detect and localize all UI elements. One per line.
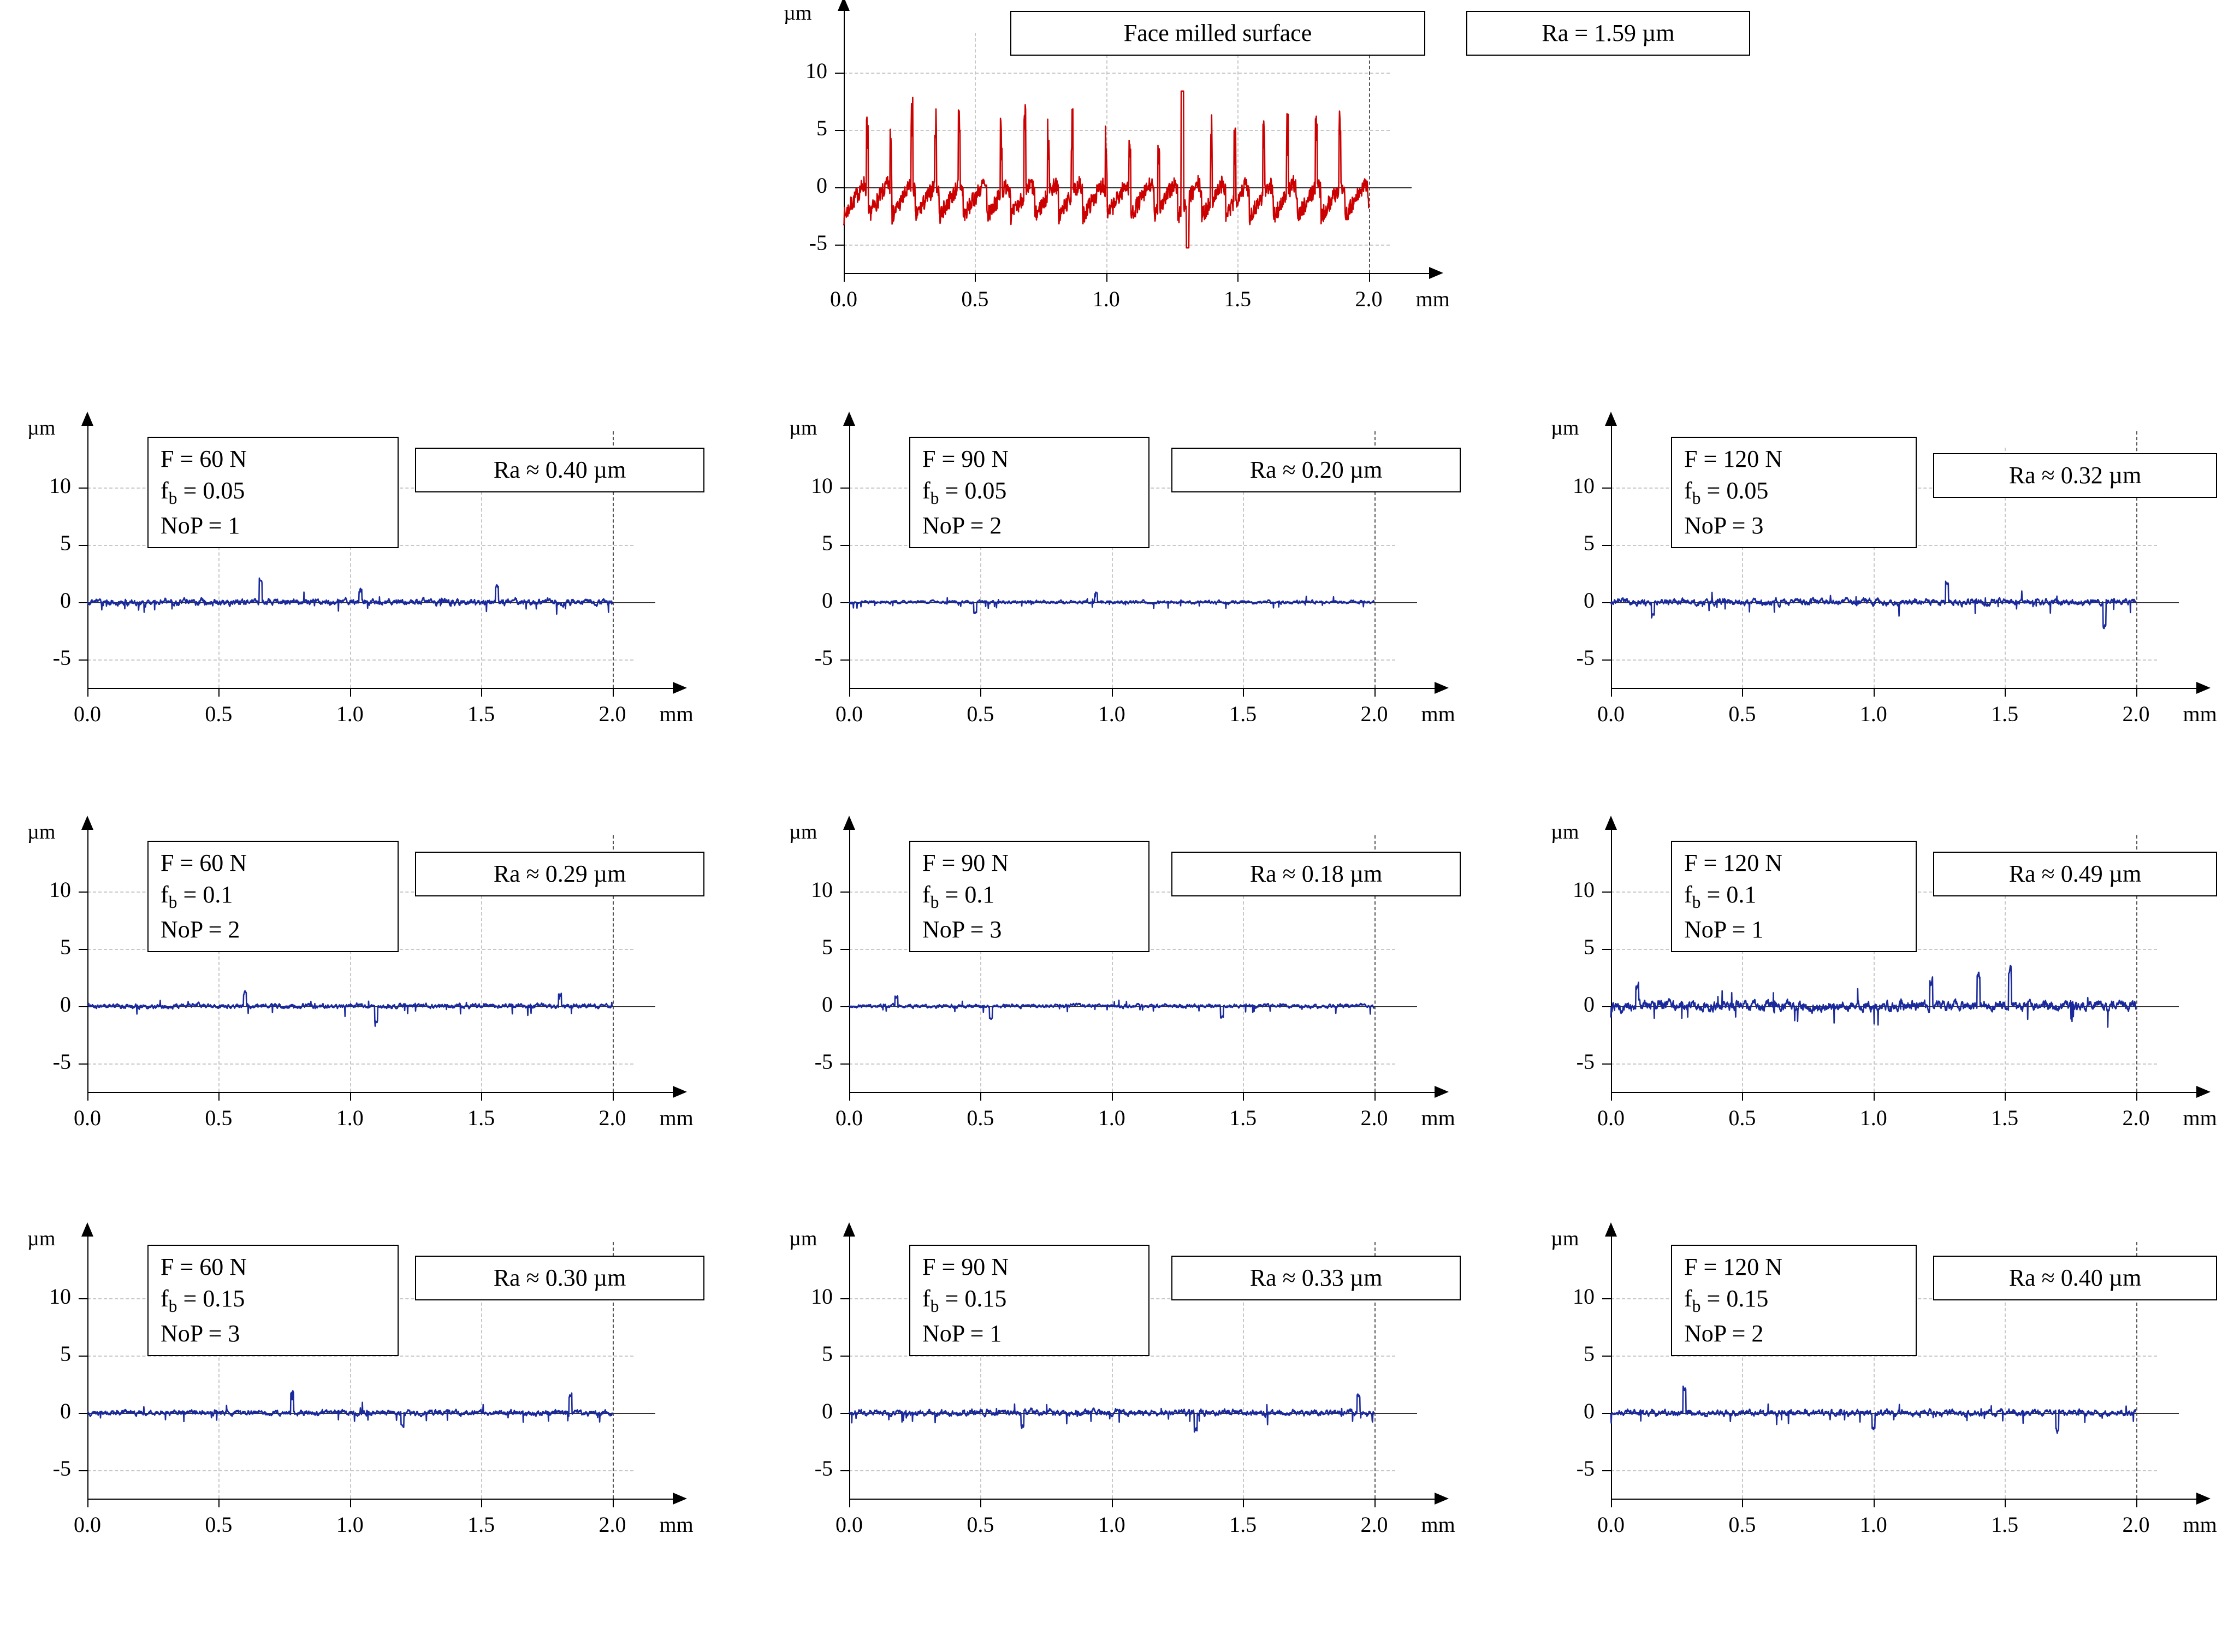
parameter-value: = 0.05 [939,477,1007,504]
ra-value-box-f60-fb005-nop1 [415,448,704,492]
x-tick-label: 1.5 [467,702,495,726]
y-axis-unit-label: µm [1551,1227,1579,1250]
x-tick-label: 1.5 [1229,702,1257,726]
y-tick-label: 10 [811,473,833,498]
parameter-symbol: f [922,881,931,908]
x-tick-label: 1.0 [1859,1512,1887,1537]
parameter-line: NoP = 2 [161,916,240,943]
x-axis-unit-label: mm [2183,1512,2217,1537]
parameter-line: F = 60 N [161,445,247,472]
parameter-box-f60-fb015-nop3 [147,1245,399,1356]
ra-value-box-f120-fb005-nop3 [1933,453,2217,498]
parameter-symbol: f [922,1285,931,1312]
y-tick-label: -5 [1576,645,1595,670]
parameter-line: NoP = 1 [1684,916,1764,943]
y-tick-label: 0 [822,587,833,613]
x-tick-label: 1.0 [1098,1512,1125,1537]
y-tick-label: 5 [60,531,71,556]
y-tick-label: 5 [1584,531,1595,556]
x-tick-label: 2.0 [1360,1106,1388,1130]
parameter-subscript: b [1692,488,1701,508]
parameter-line [1684,1283,1904,1318]
x-axis-unit-label: mm [659,702,694,726]
parameter-line [161,475,386,510]
y-tick-label: 10 [49,1284,71,1309]
ra-value-text: Ra ≈ 0.20 µm [1249,456,1383,483]
x-tick-label: 0.0 [1597,1512,1625,1537]
x-tick-label: 0.0 [1597,702,1625,726]
x-tick-label: 2.0 [2122,1106,2150,1130]
parameter-line: F = 60 N [161,1253,247,1280]
parameter-subscript: b [1692,1296,1701,1316]
ra-value-text: Ra ≈ 0.40 µm [2008,1264,2142,1291]
x-tick-label: 0.0 [835,1106,863,1130]
x-tick-label: 0.0 [74,702,101,726]
y-tick-label: 5 [822,935,833,960]
parameter-box-f90-fb01-nop3 [909,841,1149,952]
x-tick-label: 0.5 [967,702,994,726]
y-tick-label: 0 [1584,991,1595,1017]
parameter-symbol: f [161,477,169,504]
ra-value-box-f60-fb01-nop2 [415,852,704,896]
y-tick-label: 0 [822,1398,833,1423]
y-tick-label: 5 [822,1341,833,1366]
y-tick-label: -5 [52,645,71,670]
y-tick-label: -5 [1576,1455,1595,1481]
x-tick-label: 1.0 [1859,1106,1887,1130]
parameter-value: = 0.15 [177,1285,245,1312]
parameter-box-f60-fb005-nop1 [147,437,399,548]
x-tick-label: 2.0 [2122,702,2150,726]
y-tick-label: 0 [60,991,71,1017]
y-tick-label: 10 [811,877,833,902]
chart-title-text: Face milled surface [1123,20,1312,46]
x-tick-label: 0.0 [830,287,857,311]
y-axis-unit-label: µm [27,1227,56,1250]
y-tick-label: 0 [1584,1398,1595,1423]
parameter-line: NoP = 1 [161,512,240,539]
x-tick-label: 1.0 [1092,287,1120,311]
ra-value-text: Ra ≈ 0.33 µm [1249,1264,1383,1291]
ra-value-text: Ra ≈ 0.32 µm [2008,462,2142,489]
x-tick-label: 0.5 [967,1512,994,1537]
y-axis-unit-label: µm [789,1227,817,1250]
parameter-line: F = 90 N [922,1253,1009,1280]
x-tick-label: 2.0 [1360,702,1388,726]
x-tick-label: 1.0 [336,702,364,726]
y-tick-label: -5 [52,1049,71,1074]
y-axis-unit-label: µm [784,2,812,25]
parameter-box-f90-fb005-nop2 [909,437,1149,548]
x-tick-label: 0.0 [74,1512,101,1537]
y-tick-label: 10 [1573,1284,1595,1309]
x-tick-label: 2.0 [1355,287,1383,311]
ra-value-text: Ra ≈ 0.49 µm [2008,860,2142,887]
x-tick-label: 1.5 [1229,1512,1257,1537]
y-tick-label: 10 [805,58,827,84]
x-tick-label: 1.0 [1859,702,1887,726]
ra-value-box-f120-fb01-nop1 [1933,852,2217,896]
x-tick-label: 0.0 [835,1512,863,1537]
x-tick-label: 1.5 [467,1106,495,1130]
x-tick-label: 1.0 [336,1106,364,1130]
parameter-line: NoP = 3 [1684,512,1764,539]
parameter-subscript: b [168,488,177,508]
parameter-line: F = 120 N [1684,849,1783,876]
parameter-symbol: f [161,1285,169,1312]
parameter-box-f120-fb005-nop3 [1671,437,1917,548]
parameter-line: F = 60 N [161,849,247,876]
y-axis-unit-label: µm [789,821,817,843]
x-axis-unit-label: mm [659,1106,694,1130]
parameter-line [922,1283,1136,1318]
y-tick-label: -5 [814,1455,833,1481]
y-tick-label: 5 [60,935,71,960]
parameter-symbol: f [161,881,169,908]
x-tick-label: 0.0 [1597,1106,1625,1130]
parameter-subscript: b [930,488,939,508]
y-tick-label: 10 [1573,877,1595,902]
ra-value-text: Ra ≈ 0.30 µm [493,1264,626,1291]
y-tick-label: -5 [809,230,827,255]
parameter-line [922,475,1136,510]
x-tick-label: 0.5 [1728,1106,1756,1130]
parameter-subscript: b [168,892,177,912]
x-axis-unit-label: mm [1421,1512,1455,1537]
y-tick-label: 10 [811,1284,833,1309]
parameter-symbol: f [922,477,931,504]
y-tick-label: -5 [814,645,833,670]
ra-value-box-face-milled [1466,11,1750,56]
parameter-value: = 0.1 [939,881,995,908]
y-tick-label: -5 [52,1455,71,1481]
ra-value-box-f90-fb01-nop3 [1171,852,1461,896]
y-axis-unit-label: µm [27,821,56,843]
x-tick-label: 1.5 [467,1512,495,1537]
parameter-line: NoP = 1 [922,1320,1002,1347]
x-tick-label: 1.0 [1098,1106,1125,1130]
parameter-symbol: f [1684,881,1692,908]
y-tick-label: 0 [60,587,71,613]
y-tick-label: -5 [814,1049,833,1074]
y-tick-label: 10 [49,473,71,498]
x-tick-label: 1.0 [1098,702,1125,726]
parameter-value: = 0.15 [939,1285,1007,1312]
x-tick-label: 2.0 [2122,1512,2150,1537]
x-tick-label: 1.5 [1224,287,1252,311]
x-tick-label: 0.5 [967,1106,994,1130]
parameter-line: NoP = 2 [1684,1320,1764,1347]
x-tick-label: 1.5 [1991,702,2019,726]
y-tick-label: 5 [816,116,827,141]
x-tick-label: 2.0 [599,702,626,726]
y-tick-label: 0 [60,1398,71,1423]
parameter-subscript: b [168,1296,177,1316]
parameter-line [922,879,1136,914]
y-tick-label: 10 [49,877,71,902]
x-tick-label: 0.5 [961,287,989,311]
x-tick-label: 1.5 [1991,1106,2019,1130]
parameter-symbol: f [1684,477,1692,504]
y-axis-unit-label: µm [27,417,56,439]
y-tick-label: -5 [1576,1049,1595,1074]
y-axis-unit-label: µm [789,417,817,439]
parameter-subscript: b [930,1296,939,1316]
x-tick-label: 0.0 [835,702,863,726]
x-axis-unit-label: mm [659,1512,694,1537]
ra-value-box-f60-fb015-nop3 [415,1256,704,1300]
x-axis-unit-label: mm [2183,1106,2217,1130]
y-tick-label: 5 [1584,935,1595,960]
x-tick-label: 0.5 [205,1512,233,1537]
x-tick-label: 0.5 [1728,1512,1756,1537]
ra-value-text: Ra ≈ 0.40 µm [493,456,626,483]
parameter-line: NoP = 3 [922,916,1002,943]
y-axis-unit-label: µm [1551,821,1579,843]
ra-value-text: Ra ≈ 0.18 µm [1249,860,1383,887]
parameter-line [161,1283,386,1318]
x-tick-label: 0.0 [74,1106,101,1130]
chart-title-box-face-milled [1010,11,1425,56]
parameter-value: = 0.1 [177,881,233,908]
parameter-symbol: f [1684,1285,1692,1312]
x-axis-unit-label: mm [1415,287,1450,311]
x-tick-label: 2.0 [599,1512,626,1537]
parameter-line [1684,475,1904,510]
ra-value-box-f120-fb015-nop2 [1933,1256,2217,1300]
x-axis-unit-label: mm [1421,702,1455,726]
parameter-box-f60-fb01-nop2 [147,841,399,952]
parameter-line [161,879,386,914]
parameter-line: NoP = 2 [922,512,1002,539]
x-tick-label: 2.0 [1360,1512,1388,1537]
ra-value-text: Ra = 1.59 µm [1542,20,1675,46]
x-axis-unit-label: mm [1421,1106,1455,1130]
parameter-subscript: b [930,892,939,912]
parameter-box-f120-fb015-nop2 [1671,1245,1917,1356]
parameter-value: = 0.15 [1700,1285,1769,1312]
parameter-line: F = 120 N [1684,1253,1783,1280]
x-tick-label: 1.0 [336,1512,364,1537]
x-tick-label: 0.5 [205,702,233,726]
y-tick-label: 5 [1584,1341,1595,1366]
parameter-value: = 0.05 [1700,477,1769,504]
y-tick-label: 10 [1573,473,1595,498]
x-tick-label: 0.5 [205,1106,233,1130]
y-axis-unit-label: µm [1551,417,1579,439]
parameter-value: = 0.05 [177,477,245,504]
x-tick-label: 1.5 [1229,1106,1257,1130]
parameter-line: NoP = 3 [161,1320,240,1347]
parameter-box-f90-fb015-nop1 [909,1245,1149,1356]
parameter-line: F = 90 N [922,445,1009,472]
ra-value-box-f90-fb015-nop1 [1171,1256,1461,1300]
parameter-line [1684,879,1904,914]
parameter-line: F = 120 N [1684,445,1783,472]
parameter-value: = 0.1 [1700,881,1757,908]
y-tick-label: 0 [1584,587,1595,613]
y-tick-label: 5 [822,531,833,556]
x-axis-unit-label: mm [2183,702,2217,726]
y-tick-label: 5 [60,1341,71,1366]
parameter-box-f120-fb01-nop1 [1671,841,1917,952]
x-tick-label: 0.5 [1728,702,1756,726]
parameter-subscript: b [1692,892,1701,912]
ra-value-text: Ra ≈ 0.29 µm [493,860,626,887]
y-tick-label: 0 [816,173,827,198]
x-tick-label: 2.0 [599,1106,626,1130]
y-tick-label: 0 [822,991,833,1017]
ra-value-box-f90-fb005-nop2 [1171,448,1461,492]
parameter-line: F = 90 N [922,849,1009,876]
x-tick-label: 1.5 [1991,1512,2019,1537]
